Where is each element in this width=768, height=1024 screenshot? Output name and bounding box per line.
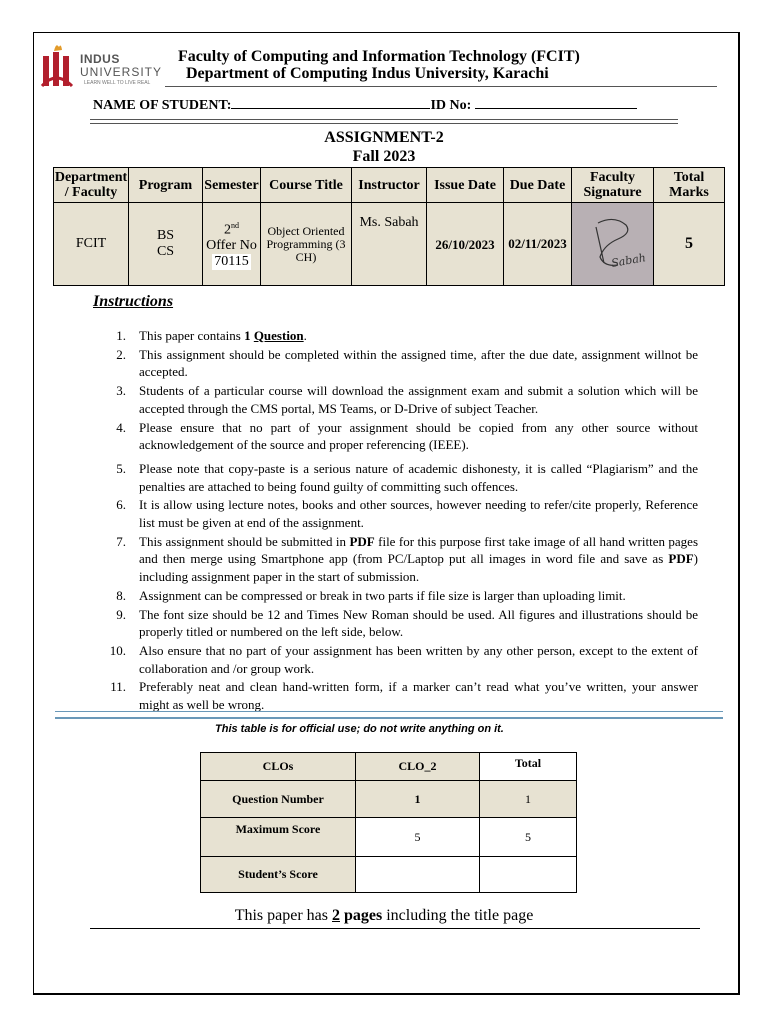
instruction-item: 2. This assignment should be completed within the assigned time, after the due date, assignment willnot be accepted.	[116, 346, 698, 380]
instruction-item: 5. Please note that copy-paste is a serious nature of academic dishonesty, it is called “Plagiarism” and the penalties are attached to being found guilty of committing such offences.	[116, 460, 698, 494]
page-count-note: This paper has 2 pages including the title page	[234, 907, 534, 924]
header-semester: Semester	[203, 168, 261, 203]
header-due-date: Due Date	[504, 168, 572, 203]
header-total-marks: Total Marks	[654, 168, 725, 203]
course-info-table	[53, 167, 725, 286]
cell-program	[129, 203, 203, 286]
semester-suffix: nd	[231, 220, 239, 230]
student-name-label: NAME OF STUDENT:	[93, 98, 232, 113]
total-column-header: Total	[480, 753, 577, 781]
student-name-blank[interactable]	[231, 96, 430, 109]
instruction-item: 8. Assignment can be compressed or break in two parts if file size is larger than uploading limit.	[116, 587, 626, 603]
cell-department: FCIT	[54, 203, 129, 286]
table-row	[201, 781, 577, 818]
logo-text-indus: INDUS	[80, 52, 120, 66]
question-number-total: 1	[480, 781, 577, 818]
header-faculty-signature: Faculty Signature	[572, 168, 654, 203]
instruction-item: 7. This assignment should be submitted in PDF file for this purpose first take image of all hand written pages and then merge using Smartphone app (from PC/Laptop put all images in word file and save as PDF) including assignment paper in the start of submission.	[116, 533, 699, 585]
instruction-item: 10. Also ensure that no part of your assignment has been written by any other person, except to the extent of collaboration and /or group work.	[109, 642, 698, 676]
cell-issue-date: 26/10/2023	[427, 203, 504, 286]
offer-number: 70115	[214, 254, 249, 270]
maximum-score-label: Maximum Score	[201, 818, 356, 857]
question-number-value: 1	[356, 781, 480, 818]
question-number-label: Question Number	[201, 781, 356, 818]
instructions-heading: Instructions	[93, 293, 174, 310]
header-instructor: Instructor	[352, 168, 427, 203]
page-count: 2	[332, 907, 340, 924]
instruction-item: 9. The font size should be 12 and Times New Roman should be used. All figures and illustrations should be properly titled or numbered on the left side, below.	[116, 606, 698, 640]
semester-value	[203, 218, 260, 239]
header-department: Department / Faculty	[54, 168, 129, 203]
header-divider	[165, 86, 717, 87]
program-line2: CS	[156, 244, 175, 259]
cell-faculty-signature	[572, 203, 654, 286]
cell-course-title: Object Oriented Programming (3 CH)	[261, 203, 352, 286]
info-table-header-row	[54, 168, 725, 203]
student-info-line	[93, 96, 637, 114]
table-row	[201, 857, 577, 893]
section-divider	[55, 711, 723, 719]
instruction-item: 1. This paper contains 1 Question.	[116, 328, 307, 343]
students-score-total	[480, 857, 577, 893]
maximum-score-value: 5	[356, 818, 480, 857]
faculty-title: Faculty of Computing and Information Technology (FCIT)	[178, 48, 580, 65]
clo-column-header: CLO_2	[356, 753, 480, 781]
faculty-signature-image	[574, 209, 652, 275]
table-row	[201, 818, 577, 857]
semester-number: 2	[224, 222, 231, 238]
assignment-term: Fall 2023	[352, 148, 416, 165]
assignment-title: ASSIGNMENT-2	[324, 129, 444, 146]
department-title: Department of Computing Indus University, Karachi	[186, 65, 549, 82]
clos-label: CLOs	[201, 753, 356, 781]
maximum-score-total: 5	[480, 818, 577, 857]
instruction-item: 3. Students of a particular course will download the assignment exam and submit a solution which will be accepted through the CMS portal, MS Teams, or D-Drive of subject Teacher.	[116, 383, 698, 416]
info-table-row	[54, 203, 725, 286]
instructions-list	[93, 327, 698, 715]
university-logo	[40, 40, 162, 90]
students-score-value	[356, 857, 480, 893]
official-score-table	[200, 752, 577, 893]
instruction-item: 6. It is allow using lecture notes, books and other sources, however needing to refer/cite properly, Reference list must be given at end of the assignment.	[116, 497, 698, 531]
offer-label: Offer No	[206, 238, 257, 254]
header-course-title: Course Title	[261, 168, 352, 203]
official-use-note: This table is for official use; do not write anything on it.	[215, 723, 504, 735]
signature-text: Sabah	[609, 250, 647, 270]
student-id-blank[interactable]	[475, 96, 637, 109]
students-score-label: Student’s Score	[201, 857, 356, 893]
program-line1: BS	[156, 228, 175, 243]
cell-semester	[203, 203, 261, 286]
logo-tagline: LEARN WELL TO LIVE REAL	[84, 80, 151, 86]
header-program: Program	[129, 168, 203, 203]
instruction-item: 11. Preferably neat and clean hand-written form, if a marker can’t read what you’ve written, your answer might as well be wrong.	[110, 679, 698, 713]
table-row	[201, 753, 577, 781]
university-logo-icon	[40, 42, 74, 88]
student-divider	[90, 119, 678, 124]
cell-total-marks: 5	[654, 203, 725, 286]
cell-due-date: 02/11/2023	[504, 203, 572, 286]
instruction-item: 4. Please ensure that no part of your assignment should be copied from any other source without acknowledgement of the source and proper referencing (IEEE).	[116, 419, 698, 453]
logo-text-university: UNIVERSITY	[80, 65, 163, 79]
student-id-label: ID No:	[430, 98, 472, 113]
bottom-divider	[90, 928, 700, 929]
cell-instructor: Ms. Sabah	[352, 203, 427, 286]
header-issue-date: Issue Date	[427, 168, 504, 203]
